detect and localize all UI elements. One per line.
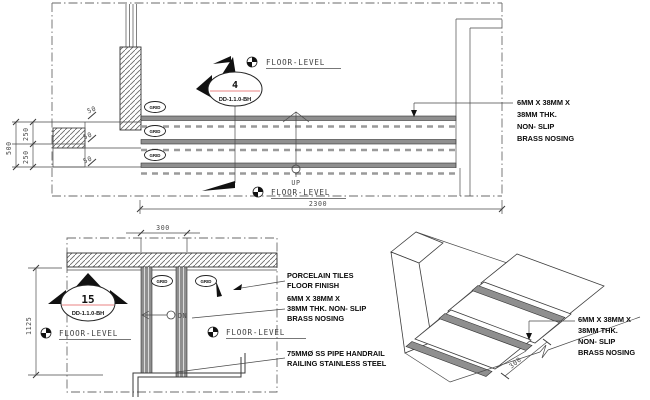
iso-stair-detail (391, 232, 640, 382)
note-line: BRASS NOSING (517, 134, 575, 143)
dim-500-label: 500 (5, 141, 13, 155)
dim-500 (5, 119, 19, 170)
level-marker-icon (208, 327, 218, 337)
note-line: BRASS NOSING (578, 348, 636, 357)
wall-hatched-band (67, 253, 277, 267)
note-line: 6MM X 38MM X (578, 315, 631, 324)
note-line: 75MMØ SS PIPE HANDRAIL (287, 349, 385, 358)
plan-notes (287, 271, 387, 368)
note-line: 38MM THK. (578, 326, 618, 335)
dim-1125-label: 1125 (25, 316, 33, 335)
dim-50-3: 50 (82, 154, 94, 166)
dim-250-upper: 250 (22, 127, 30, 141)
dim-2300 (137, 200, 505, 214)
detail-callout-4 (196, 57, 262, 191)
callout-number: 4 (231, 80, 239, 91)
nosing-wedge-icon (216, 281, 222, 297)
grid-label-1: GRID (149, 105, 161, 110)
note-line: 38MM THK. NON- SLIP (287, 304, 367, 313)
dn-label: DN (178, 312, 188, 320)
floor-level-left-label: FLOOR-LEVEL (59, 329, 119, 338)
railing-lines (126, 4, 137, 47)
grid-label-2: GRID (200, 279, 212, 284)
level-marker-icon (41, 328, 51, 338)
dim-250-lower: 250 (22, 150, 30, 164)
dim-risers (82, 105, 97, 166)
grid-label-3: GRID (149, 153, 161, 158)
floor-level-bottom (253, 187, 346, 199)
note-line: BRASS NOSING (287, 314, 345, 323)
dim-2300-label: 2300 (308, 200, 328, 208)
note-line: PORCELAIN TILES (287, 271, 354, 280)
note-leaders (177, 281, 285, 372)
column-hatched (120, 47, 141, 130)
level-arrow-icon (213, 56, 231, 64)
callout-number: 15 (81, 293, 95, 306)
dim-300-label: 300 (156, 224, 170, 232)
level-marker-icon (253, 187, 263, 197)
grid-label-2: GRID (149, 129, 161, 134)
dim-50-2: 50 (82, 130, 94, 142)
stair-plan-detail (25, 224, 387, 397)
tread-bands (141, 116, 456, 174)
right-wall (456, 19, 502, 196)
note-line: 6MM X 38MM X (517, 98, 570, 107)
section-arrow-lower (202, 181, 235, 191)
grid-label-1: GRID (156, 279, 168, 284)
floor-level-right-label: FLOOR-LEVEL (226, 328, 286, 337)
leader-arrow-icon (233, 284, 242, 290)
floor-level-right (208, 327, 306, 339)
floor-level-left (41, 328, 131, 340)
top-plan-detail (5, 3, 574, 214)
note-line: RAILING STAINLESS STEEL (287, 359, 387, 368)
note-line: NON- SLIP (517, 122, 555, 131)
note-line: 6MM X 38MM X (287, 294, 340, 303)
note-line: NON- SLIP (578, 337, 616, 346)
floor-level-top-label: FLOOR-LEVEL (266, 58, 326, 67)
detail-callout-15 (48, 273, 128, 321)
floor-level-bottom-label: FLOOR-LEVEL (271, 188, 331, 197)
dim-300-iso-label: 300 (507, 355, 524, 371)
note-line: 38MM THK. (517, 110, 557, 119)
callout-code: DD-1.1.0-BH (71, 311, 105, 317)
up-label: UP (291, 179, 301, 187)
note-line: FLOOR FINISH (287, 281, 340, 290)
dim-250-pair (22, 119, 36, 170)
grid-bubbles-top (145, 102, 166, 161)
callout-code: DD-1.1.0-BH (218, 97, 252, 103)
landing-hatched-block (53, 128, 85, 148)
level-marker-icon (247, 57, 257, 67)
dim-50-1: 50 (86, 104, 98, 116)
